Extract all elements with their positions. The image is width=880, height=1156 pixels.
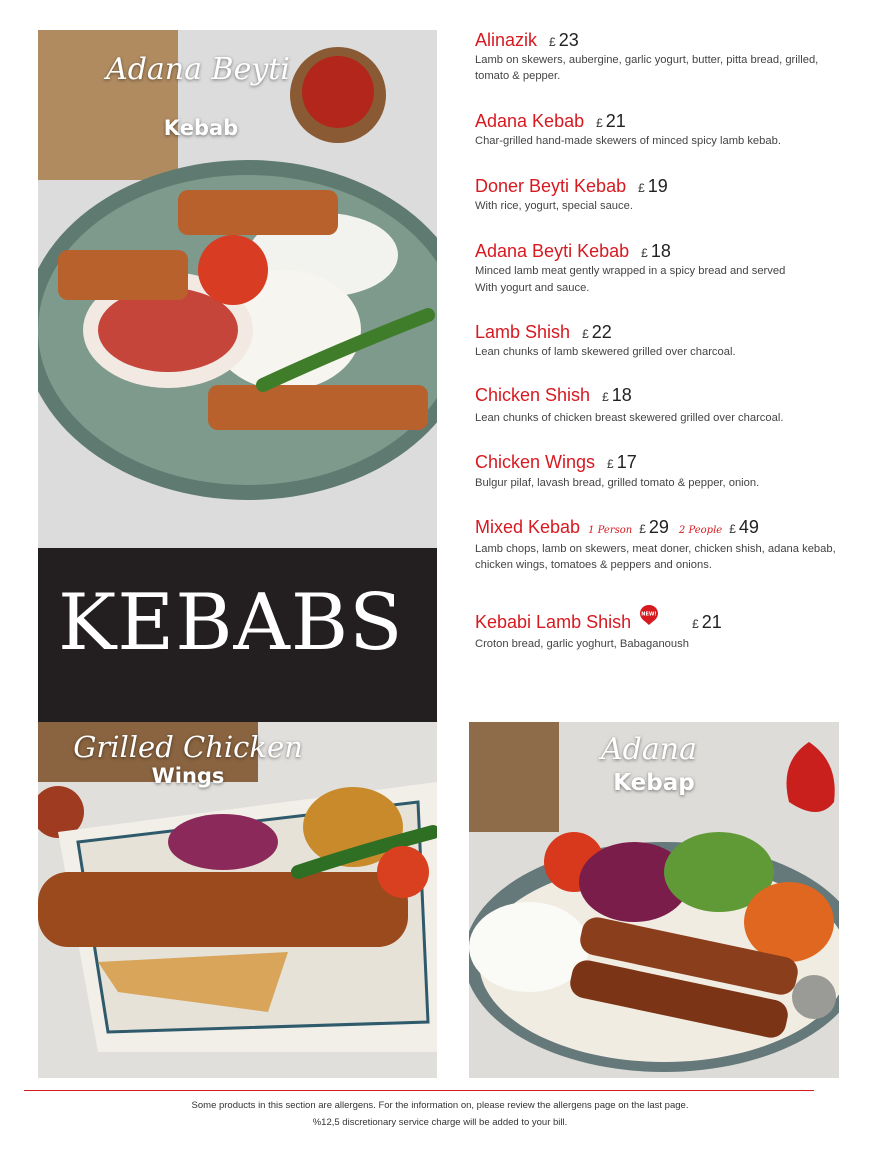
menu-item bbox=[475, 30, 847, 84]
item-description: Lamb chops, lamb on skewers, meat doner, chicken shish, adana kebab, chicken wings, tomatoes & peppers and onions. bbox=[475, 543, 836, 571]
item-name: Adana Beyti Kebab bbox=[475, 241, 630, 261]
item-price: 18 bbox=[611, 385, 632, 405]
item-description: Lean chunks of lamb skewered grilled over charcoal. bbox=[475, 346, 736, 358]
item-description: Minced lamb meat gently wrapped in a spicy bread and served bbox=[475, 265, 786, 277]
menu-item bbox=[475, 322, 847, 360]
photo-caption-script: Adana bbox=[601, 732, 697, 767]
item-price: 19 bbox=[647, 176, 668, 196]
menu-item bbox=[475, 606, 847, 652]
photo-caption-script: Adana Beyti bbox=[106, 52, 290, 87]
photo-caption-bold: Kebab bbox=[163, 116, 239, 140]
svg-text:NEW!: NEW! bbox=[641, 611, 657, 618]
item-description: Bulgur pilaf, lavash bread, grilled tomato & pepper, onion. bbox=[475, 477, 760, 489]
currency-symbol: £ bbox=[729, 522, 736, 536]
currency-symbol: £ bbox=[607, 457, 614, 471]
item-price: 17 bbox=[616, 452, 637, 472]
menu-item bbox=[475, 517, 855, 573]
item-price: 49 bbox=[738, 517, 759, 537]
item-name: Alinazik bbox=[475, 30, 538, 50]
currency-symbol: £ bbox=[582, 327, 589, 341]
item-price: 22 bbox=[591, 322, 612, 342]
photo-caption-bold: Wings bbox=[151, 764, 225, 788]
portion-option: 2 People bbox=[678, 525, 723, 536]
item-name: Mixed Kebab bbox=[475, 517, 581, 537]
menu-item bbox=[475, 241, 847, 296]
currency-symbol: £ bbox=[641, 246, 648, 260]
item-description: With yogurt and sauce. bbox=[475, 282, 590, 294]
item-price: 23 bbox=[558, 30, 579, 50]
portion-option: 1 Person bbox=[588, 525, 633, 536]
item-name: Adana Kebab bbox=[475, 111, 585, 131]
item-name: Doner Beyti Kebab bbox=[475, 176, 627, 196]
item-name: Chicken Wings bbox=[475, 452, 596, 472]
photo-caption-script: Grilled Chicken bbox=[73, 730, 303, 764]
new-badge-icon bbox=[639, 604, 659, 626]
footer-divider bbox=[24, 1090, 814, 1091]
menu-item bbox=[475, 452, 847, 491]
grilled-chicken-wings-photo bbox=[38, 722, 437, 1078]
item-price: 29 bbox=[648, 517, 669, 537]
item-price: 18 bbox=[650, 241, 671, 261]
menu-item bbox=[475, 176, 847, 214]
section-title: KEBABS bbox=[58, 578, 404, 668]
currency-symbol: £ bbox=[596, 116, 603, 130]
service-charge-notice: %12,5 discretionary service charge will be added to your bill. bbox=[312, 1117, 568, 1128]
item-description: Lean chunks of chicken breast skewered grilled over charcoal. bbox=[475, 412, 784, 424]
item-description: Char-grilled hand-made skewers of minced spicy lamb kebab. bbox=[475, 135, 781, 147]
currency-symbol: £ bbox=[639, 522, 646, 536]
item-description: With rice, yogurt, special sauce. bbox=[475, 200, 633, 212]
currency-symbol: £ bbox=[602, 390, 609, 404]
menu-item bbox=[475, 385, 847, 426]
menu-item bbox=[475, 111, 847, 149]
currency-symbol: £ bbox=[692, 617, 699, 631]
allergen-notice: Some products in this section are allergens. For the information on, please review the allergens page on the last page. bbox=[191, 1100, 689, 1111]
item-name: Chicken Shish bbox=[475, 385, 591, 405]
currency-symbol: £ bbox=[549, 35, 556, 49]
adana-kebap-photo bbox=[469, 722, 839, 1078]
item-description: Lamb on skewers, aubergine, garlic yogurt, butter, pitta bread, grilled, tomato & pepper. bbox=[475, 54, 819, 82]
currency-symbol: £ bbox=[638, 181, 645, 195]
photo-caption-bold: Kebap bbox=[613, 770, 695, 796]
item-description: Croton bread, garlic yoghurt, Babaganoush bbox=[475, 638, 689, 650]
item-name: Lamb Shish bbox=[475, 322, 571, 342]
adana-beyti-kebab-photo bbox=[38, 30, 437, 548]
section-title-block bbox=[38, 548, 437, 722]
item-name: Kebabi Lamb Shish bbox=[475, 612, 632, 632]
item-price: 21 bbox=[605, 111, 626, 131]
item-price: 21 bbox=[701, 612, 722, 632]
